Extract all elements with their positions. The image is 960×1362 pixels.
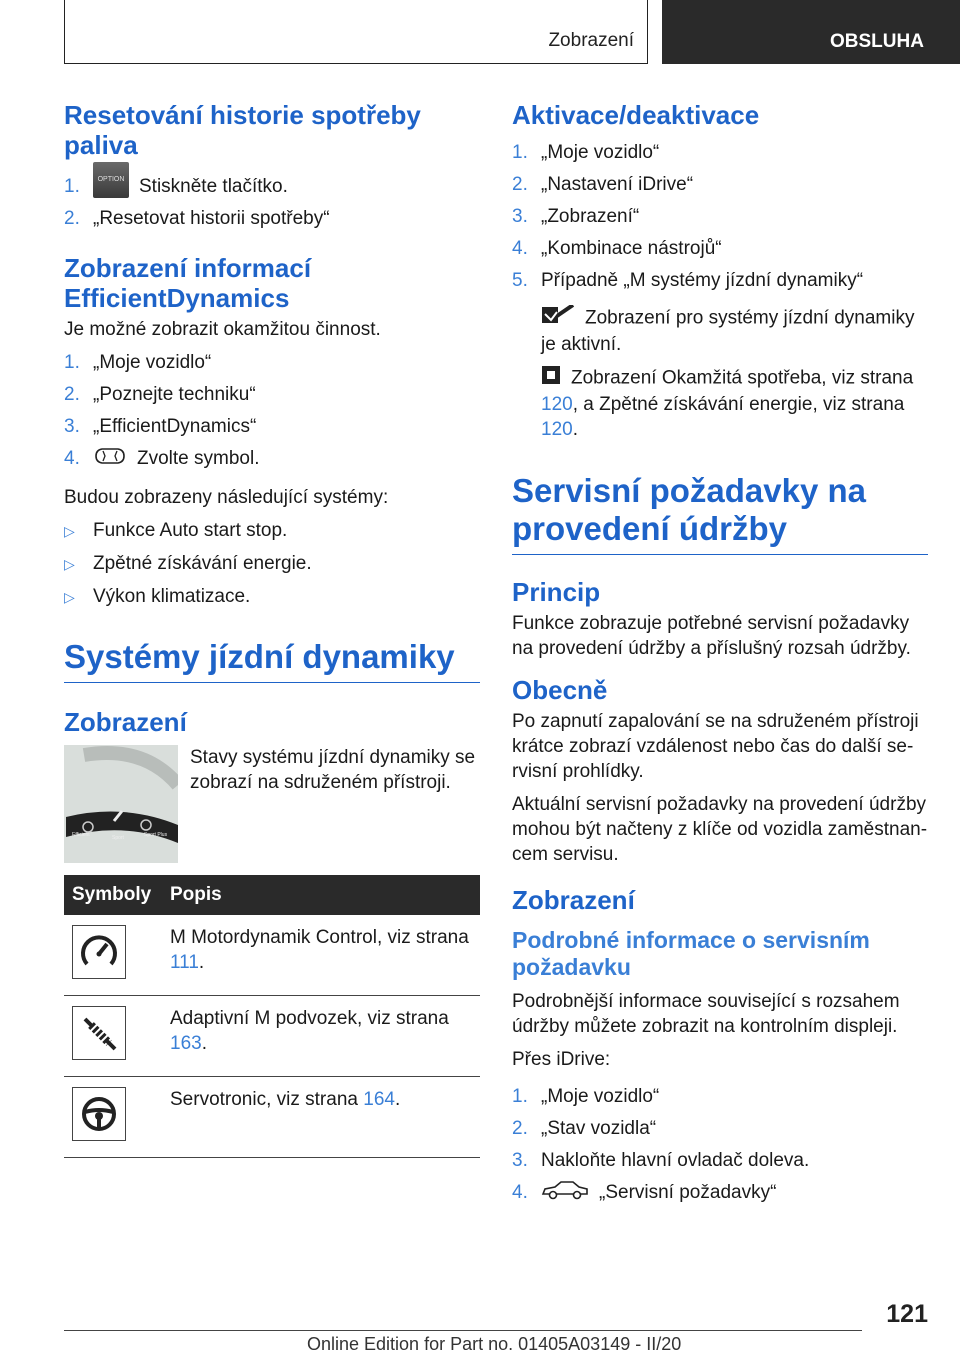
display-section: [64, 745, 480, 863]
footer-edition: Online Edition for Part no. 01405A03149 - II/20: [307, 1334, 682, 1354]
step-text: „Moje vozidlo“: [93, 352, 212, 373]
step-text: „Poznejte techniku“: [93, 384, 256, 405]
list-item: ▷ Výkon klimatizace.: [64, 584, 480, 610]
box-option-text: Zobrazení Okamžitá spotřeba, viz strana 120, a Zpětné získávání energie, viz strana 120.: [512, 365, 928, 442]
page-link[interactable]: 120: [541, 419, 573, 440]
table-header-symbols: Symboly: [64, 875, 162, 915]
header-chapter-tab: OBSLUHA: [662, 0, 960, 64]
symbols-table: [64, 875, 480, 1158]
via-idrive-text: Přes iDrive:: [512, 1049, 611, 1070]
list-item: 2. „Resetovat historii spotřeby“: [64, 208, 330, 229]
display-text: Stavy systému jízdní dynamiky se zobrazí na sdruženém přístroji.: [190, 747, 476, 793]
option-button-icon: OPTION: [93, 162, 129, 198]
table-header-description: Popis: [162, 875, 480, 915]
list-item: 1. „Moje vozidlo“: [64, 352, 212, 373]
ed-systems-list: [64, 518, 480, 610]
ed-steps: [64, 350, 480, 473]
list-item: 1. „Moje vozidlo“: [512, 142, 660, 163]
triangle-bullet-icon: ▷: [64, 556, 75, 572]
display-subheading: Zobrazení: [64, 707, 187, 737]
step-text: „Resetovat historii spotřeby“: [93, 208, 330, 229]
ed-heading: Zobrazení informací EfficientDynamics: [64, 253, 312, 313]
page-link[interactable]: 120: [541, 394, 573, 415]
footer-divider: [64, 1330, 862, 1331]
table-row: Servotronic, viz strana 164.: [64, 1077, 480, 1158]
detail-text: Podrobnější informace související s rozsahem údržby můžete zobrazit na kontrolním displeji.: [512, 991, 900, 1037]
car-top-view-icon: [93, 446, 127, 473]
steering-wheel-icon: [72, 1087, 126, 1141]
list-item: ▷ Funkce Auto start stop.: [64, 518, 480, 544]
car-side-icon: [541, 1180, 589, 1207]
row-text: Adaptivní M podvozek, viz strana: [170, 1008, 449, 1029]
table-row: M Motordynamik Control, viz strana 111.: [64, 915, 480, 996]
general-heading: Obecně: [512, 675, 608, 705]
list-item: 1. OPTION Stiskněte tlačítko.: [64, 174, 480, 199]
list-item: 2. „Stav vozidla“: [512, 1118, 657, 1139]
dynamics-heading: Systémy jízdní dynamiky: [64, 638, 480, 683]
instrument-cluster-image: [64, 745, 178, 863]
service-steps: [512, 1084, 928, 1207]
detail-heading: Podrobné informace o servisním požadavku: [512, 927, 870, 980]
list-item: ▷ Zpětné získávání energie.: [64, 551, 480, 577]
table-row: Adaptivní M podvozek, viz strana 163.: [64, 996, 480, 1077]
shock-absorber-icon: [72, 1006, 126, 1060]
gauge-icon: [72, 925, 126, 979]
step-text: Zvolte symbol.: [137, 448, 260, 469]
list-item: 4. „Servisní požadavky“: [512, 1180, 928, 1207]
list-item: 2. „Nastavení iDrive“: [512, 174, 694, 195]
general-paragraph-2: Aktuální servisní požadavky na provedení údržby mohou být načteny z klíče od vozidla zaměstnan-cem servisu.: [512, 794, 928, 865]
triangle-bullet-icon: ▷: [64, 589, 75, 605]
step-text: „EfficientDynamics“: [93, 416, 257, 437]
checkbox-filled-icon: [541, 365, 561, 392]
list-item: 5. Případně „M systémy jízdní dynamiky“: [512, 270, 864, 291]
service-heading: Servisní požadavky na provedení údržby: [512, 472, 928, 555]
step-text: Stiskněte tlačítko.: [139, 176, 288, 197]
row-text: Servotronic, viz strana: [170, 1089, 364, 1110]
ed-systems-intro: Budou zobrazeny následující systémy:: [64, 487, 389, 508]
cluster-label-sport-plus: Sport Plus: [144, 832, 168, 838]
list-item: 3. „EfficientDynamics“: [64, 416, 257, 437]
left-column: [64, 100, 480, 1158]
activation-steps: [512, 140, 928, 293]
page-number: 121: [886, 1300, 928, 1328]
list-item: 1. „Moje vozidlo“: [512, 1086, 660, 1107]
row-text: M Motordynamik Control, viz strana: [170, 927, 469, 948]
principle-heading: Princip: [512, 577, 601, 607]
principle-text: Funkce zobrazuje potřebné servisní požadavky na provedení údržby a příslušný rozsah údržby.: [512, 613, 911, 659]
reset-heading: Resetování historie spotřeby paliva: [64, 100, 421, 160]
reset-steps: [64, 174, 480, 231]
page-link[interactable]: 163: [170, 1033, 202, 1054]
checked-option-text: Zobrazení pro systémy jízdní dynamiky je aktivní.: [512, 305, 928, 357]
list-item: 2. „Poznejte techniku“: [64, 384, 256, 405]
general-paragraph-1: Po zapnutí zapalování se na sdruženém přístroji krátce zobrazí vzdálenost nebo čas do další se-rvisní prohlídky.: [512, 711, 919, 782]
list-item: 4. Zvolte symbol.: [64, 446, 480, 473]
right-column: [512, 100, 928, 1219]
table-header-row: [64, 875, 480, 915]
triangle-bullet-icon: ▷: [64, 523, 75, 539]
ed-intro: Je možné zobrazit okamžitou činnost.: [64, 319, 381, 340]
activation-heading: Aktivace/deaktivace: [512, 100, 760, 130]
display-heading: Zobrazení: [512, 885, 635, 915]
list-item: 3. Nakloňte hlavní ovladač doleva.: [512, 1150, 810, 1171]
cluster-label-efficient: Efficient: [72, 832, 90, 838]
page-link[interactable]: 164: [363, 1089, 395, 1110]
list-item: 4. „Kombinace nástrojů“: [512, 238, 722, 259]
header-section-title: Zobrazení: [548, 30, 634, 51]
checkbox-checked-icon: [541, 305, 575, 332]
cluster-label-sport: Sport: [112, 835, 124, 841]
list-item: 3. „Zobrazení“: [512, 206, 640, 227]
page-link[interactable]: 111: [170, 952, 199, 973]
